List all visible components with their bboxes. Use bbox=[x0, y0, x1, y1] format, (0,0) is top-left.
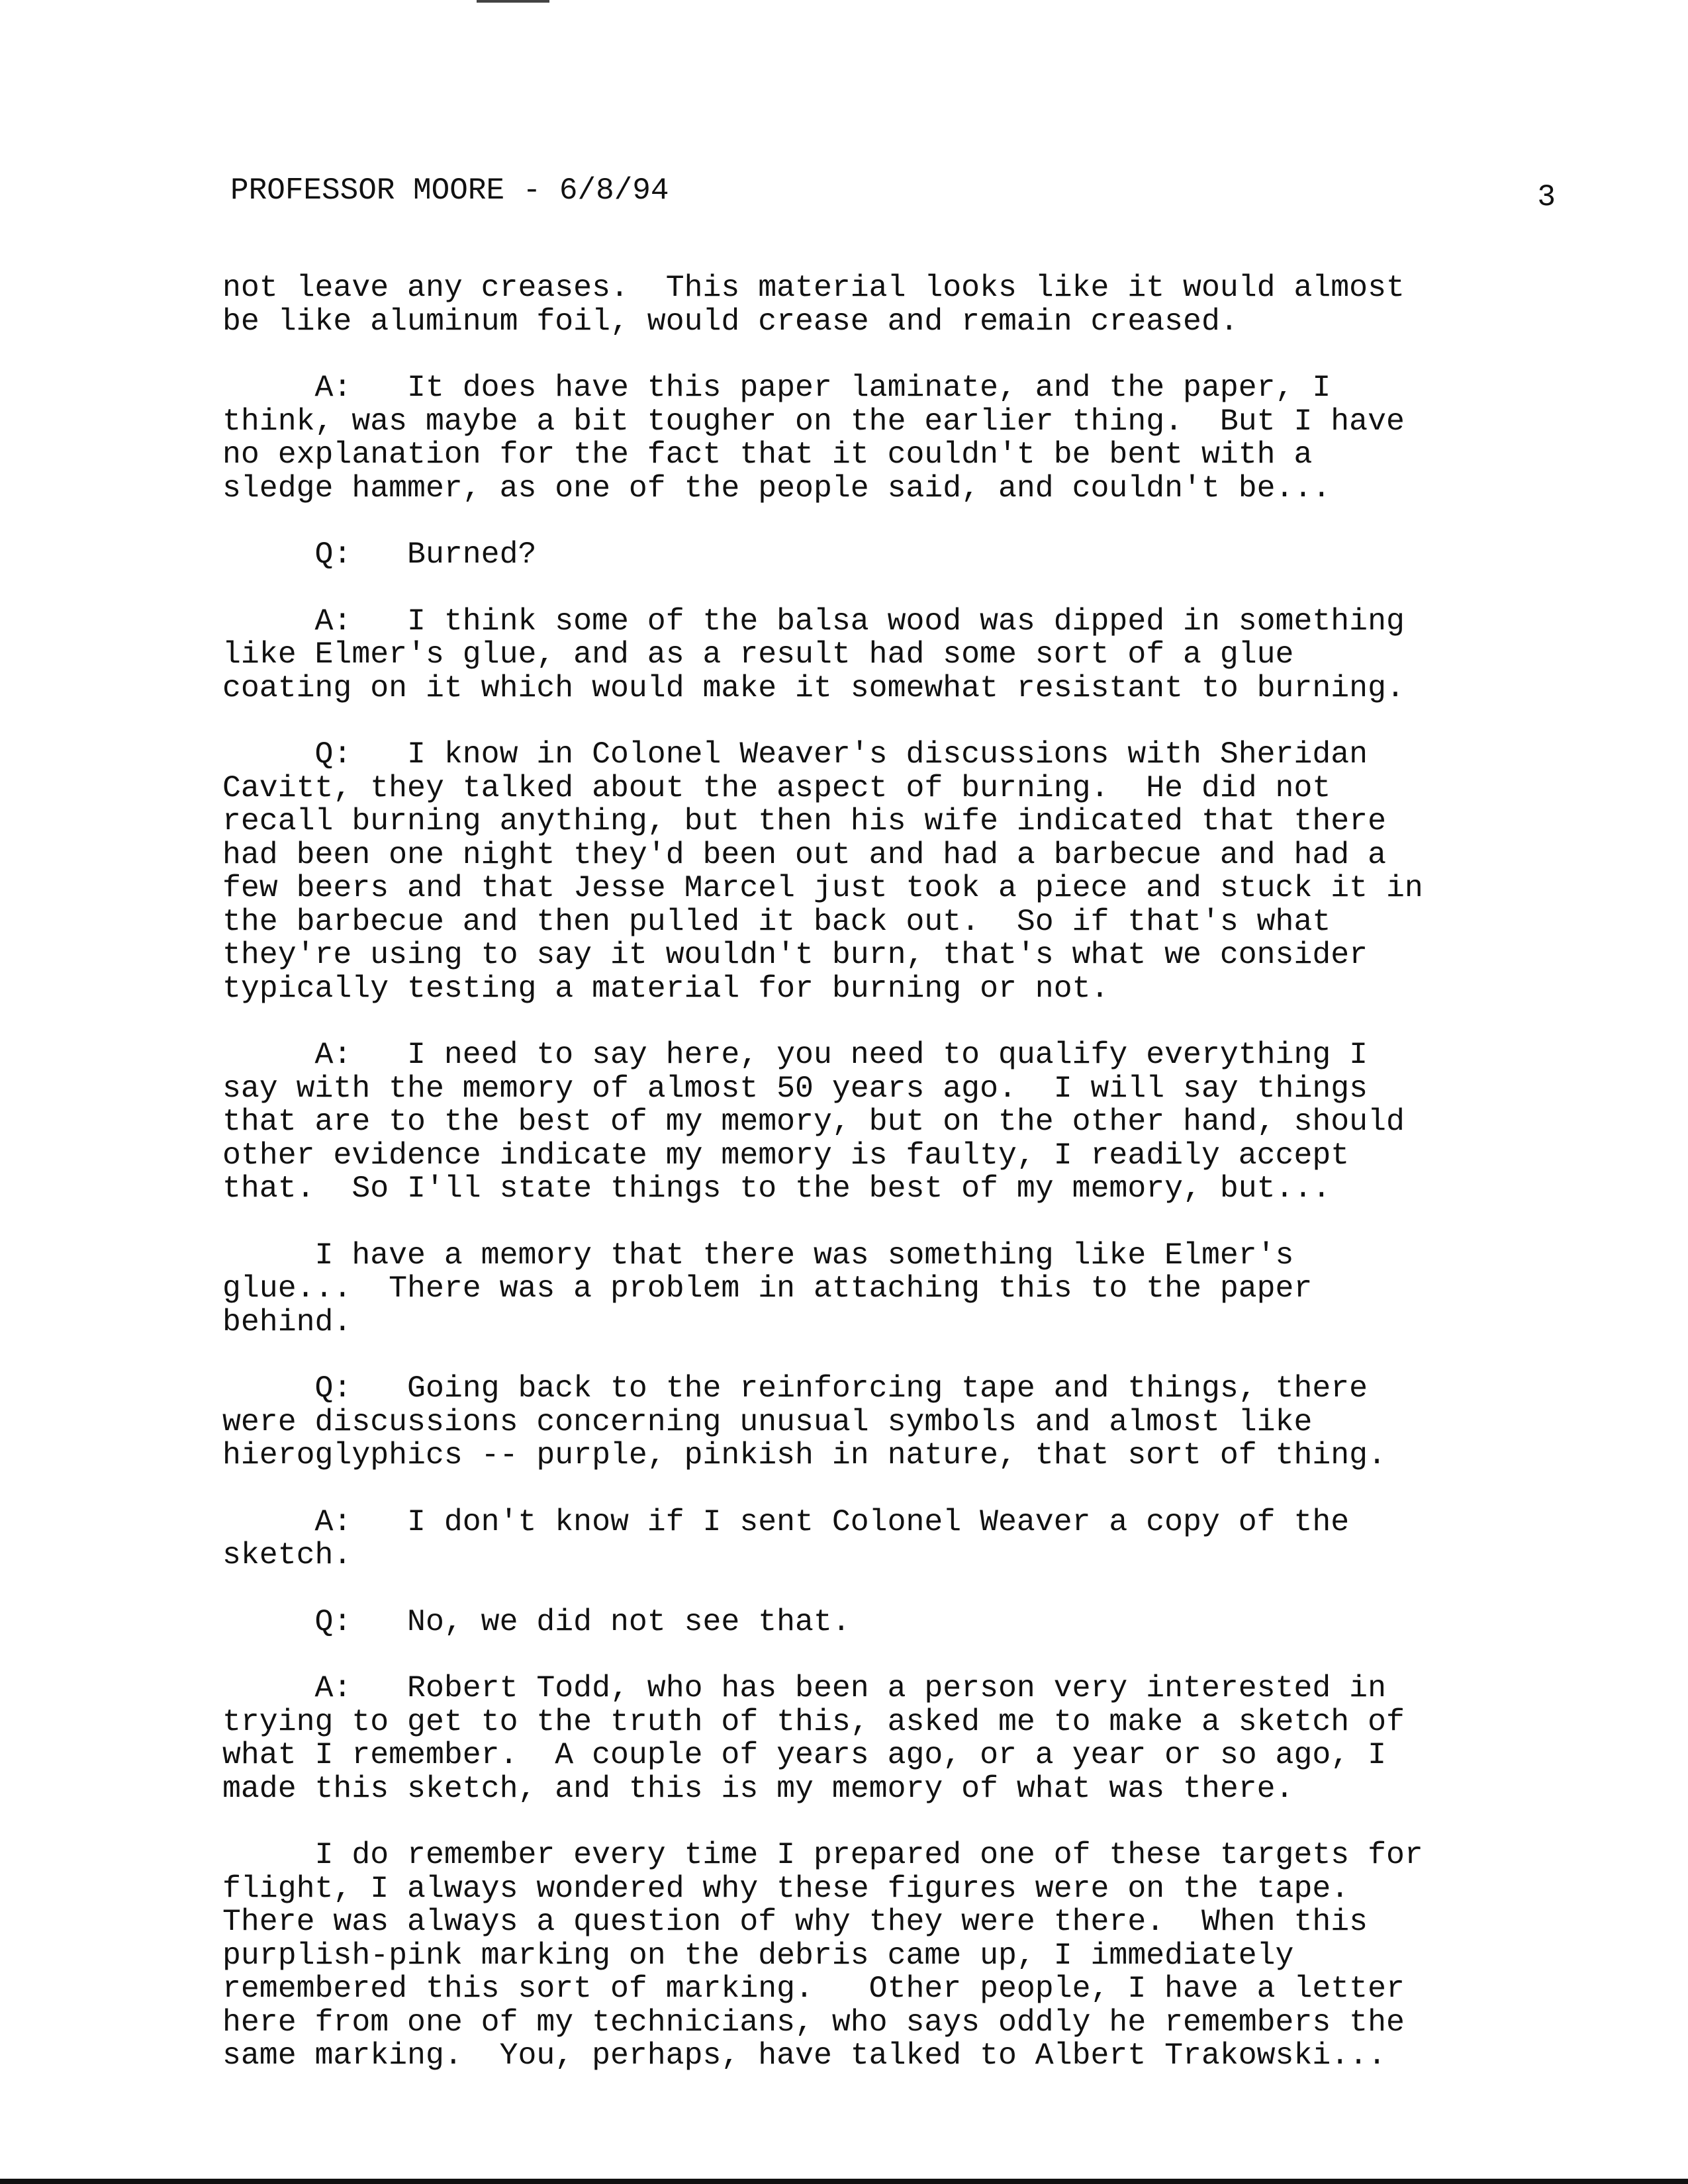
page-header bbox=[230, 171, 1556, 214]
page-number: 3 bbox=[1537, 180, 1556, 214]
paragraph: A: Robert Todd, who has been a person very interested in trying to get to the truth of this, asked me to make a sketch of what I remember. A couple of years ago, or a year or so ago, I made this sketch, and this is my memory of what was there. bbox=[222, 1670, 1405, 1806]
header-title: PROFESSOR MOORE - 6/8/94 bbox=[230, 173, 669, 208]
transcript-body bbox=[222, 271, 1560, 2106]
paragraph: I have a memory that there was something like Elmer's glue... There was a problem in attaching this to the paper behind. bbox=[222, 1237, 1313, 1340]
paragraph: Q: Burned? bbox=[222, 537, 537, 572]
scan-artifact-bottom bbox=[0, 2179, 1688, 2184]
paragraph: Q: Going back to the reinforcing tape and things, there were discussions concerning unusual symbols and almost like hieroglyphics -- purple, pinkish in nature, that sort of thing. bbox=[222, 1371, 1386, 1473]
paragraph: Q: I know in Colonel Weaver's discussions with Sheridan Cavitt, they talked about the aspect of burning. He did not recall burning anything, but then his wife indicated that there had been one night they'd been out and had a barbecue and had a few beers and that Jesse Marcel just took a piece and stuck it in the barbecue and then pulled it back out. So if that's what they're using to say it wouldn't burn, that's what we consider typically testing a material for burning or not. bbox=[222, 737, 1423, 1006]
paragraph: Q: No, we did not see that. bbox=[222, 1604, 851, 1639]
paragraph: I do remember every time I prepared one of these targets for flight, I always wondered why these figures were on the tape. There was always a question of why they were there. When this purplish-pink marking on the debris came up, I immediately remembered this sort of marking. Other people, I have a letter here from one of my technicians, who says oddly he remembers the same marking. You, perhaps, have talked to Albert Trakowski... bbox=[222, 1837, 1423, 2073]
paragraph: not leave any creases. This material looks like it would almost be like aluminum foil, would crease and remain creased. bbox=[222, 270, 1405, 339]
paragraph: A: It does have this paper laminate, and the paper, I think, was maybe a bit tougher on the earlier thing. But I have no explanation for the fact that it couldn't be bent with a sledge hammer, as one of the people said, and couldn't be... bbox=[222, 370, 1405, 506]
scan-artifact-top bbox=[477, 0, 549, 3]
paragraph: A: I need to say here, you need to qualify everything I say with the memory of almost 50 years ago. I will say things that are to the best of my memory, but on the other hand, should other evidence indicate my memory is faulty, I readily accept that. So I'll state things to the best of my memory, but... bbox=[222, 1037, 1405, 1206]
paragraph: A: I don't know if I sent Colonel Weaver a copy of the sketch. bbox=[222, 1504, 1350, 1572]
paragraph: A: I think some of the balsa wood was dipped in something like Elmer's glue, and as a result had some sort of a glue coating on it which would make it somewhat resistant to burning. bbox=[222, 603, 1405, 705]
